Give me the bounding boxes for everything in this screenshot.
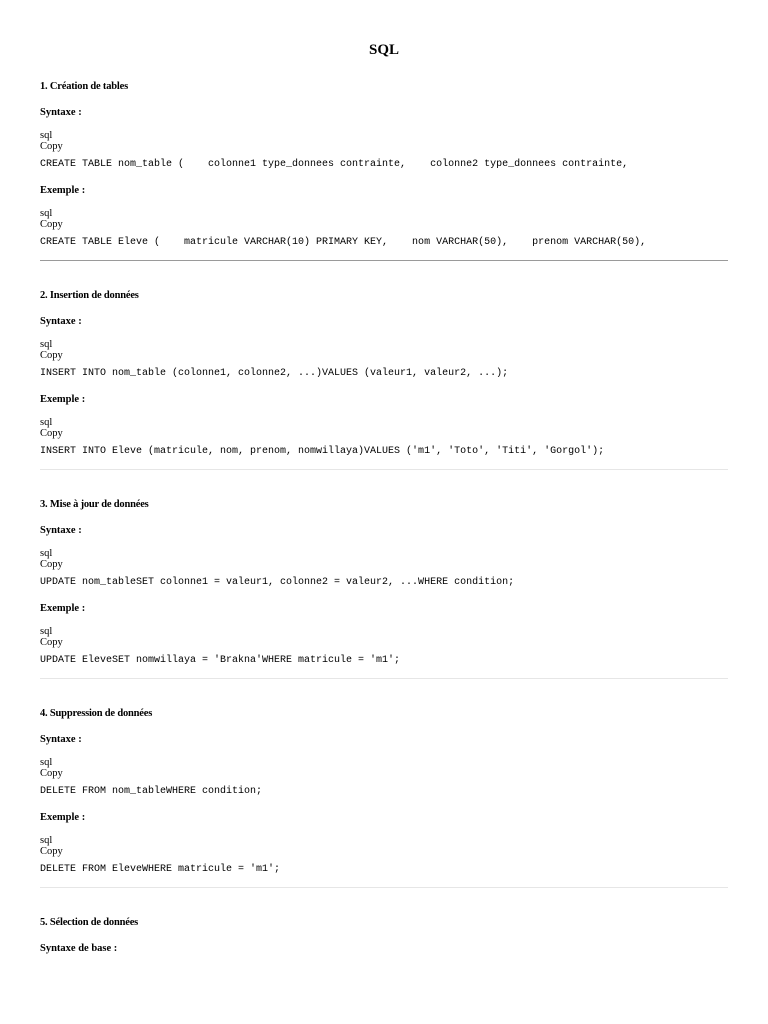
section-update-data [40, 470, 728, 679]
section-heading: 1. Création de tables [40, 81, 128, 92]
code-snippet: CREATE TABLE Eleve ( matricule VARCHAR(10) PRIMARY KEY, nom VARCHAR(50), prenom VARCHAR(50), [40, 237, 647, 248]
code-language-label: sql [40, 757, 53, 768]
copy-button[interactable]: Copy [40, 768, 63, 779]
code-snippet: DELETE FROM nom_tableWHERE condition; [40, 786, 263, 797]
code-language-label: sql [40, 626, 53, 637]
copy-button[interactable]: Copy [40, 219, 63, 230]
section-select-data [40, 888, 728, 956]
code-language-label: sql [40, 548, 53, 559]
code-language-label: sql [40, 339, 53, 350]
code-block-example [40, 602, 728, 668]
block-label: Syntaxe : [40, 525, 82, 536]
block-label: Exemple : [40, 603, 86, 614]
block-label: Syntaxe de base : [40, 943, 118, 954]
copy-button[interactable]: Copy [40, 350, 63, 361]
code-language-label: sql [40, 835, 53, 846]
section-insert-data [40, 261, 728, 470]
copy-button[interactable]: Copy [40, 559, 63, 570]
copy-button[interactable]: Copy [40, 141, 63, 152]
code-block-example [40, 393, 728, 459]
section-heading: 5. Sélection de données [40, 917, 139, 928]
code-snippet: UPDATE EleveSET nomwillaya = 'Brakna'WHERE matricule = 'm1'; [40, 655, 401, 666]
page-title: SQL [368, 42, 399, 58]
block-label: Exemple : [40, 812, 86, 823]
code-snippet: INSERT INTO nom_table (colonne1, colonne2, ...)VALUES (valeur1, valeur2, ...); [40, 368, 509, 379]
code-snippet: UPDATE nom_tableSET colonne1 = valeur1, colonne2 = valeur2, ...WHERE condition; [40, 577, 515, 588]
code-language-label: sql [40, 130, 53, 141]
code-language-label: sql [40, 417, 53, 428]
code-snippet: INSERT INTO Eleve (matricule, nom, prenom, nomwillaya)VALUES ('m1', 'Toto', 'Titi', 'Gorgol'); [40, 446, 605, 457]
code-block-syntax [40, 315, 728, 381]
document-page [40, 0, 728, 956]
section-heading: 2. Insertion de données [40, 290, 139, 301]
copy-button[interactable]: Copy [40, 637, 63, 648]
block-label: Syntaxe : [40, 316, 82, 327]
code-block-example [40, 811, 728, 877]
code-language-label: sql [40, 208, 53, 219]
section-heading: 3. Mise à jour de données [40, 499, 149, 510]
block-label: Syntaxe : [40, 107, 82, 118]
section-create-tables [40, 70, 728, 261]
code-block-syntax [40, 524, 728, 590]
block-label: Exemple : [40, 185, 86, 196]
code-block-syntax [40, 106, 728, 172]
code-block-syntax [40, 733, 728, 799]
section-delete-data [40, 679, 728, 888]
block-label: Syntaxe : [40, 734, 82, 745]
code-snippet: CREATE TABLE nom_table ( colonne1 type_donnees contrainte, colonne2 type_donnees contrainte, [40, 159, 629, 170]
copy-button[interactable]: Copy [40, 846, 63, 857]
section-heading: 4. Suppression de données [40, 708, 153, 719]
block-label: Exemple : [40, 394, 86, 405]
copy-button[interactable]: Copy [40, 428, 63, 439]
code-block-example [40, 184, 728, 250]
code-snippet: DELETE FROM EleveWHERE matricule = 'm1'; [40, 864, 281, 875]
